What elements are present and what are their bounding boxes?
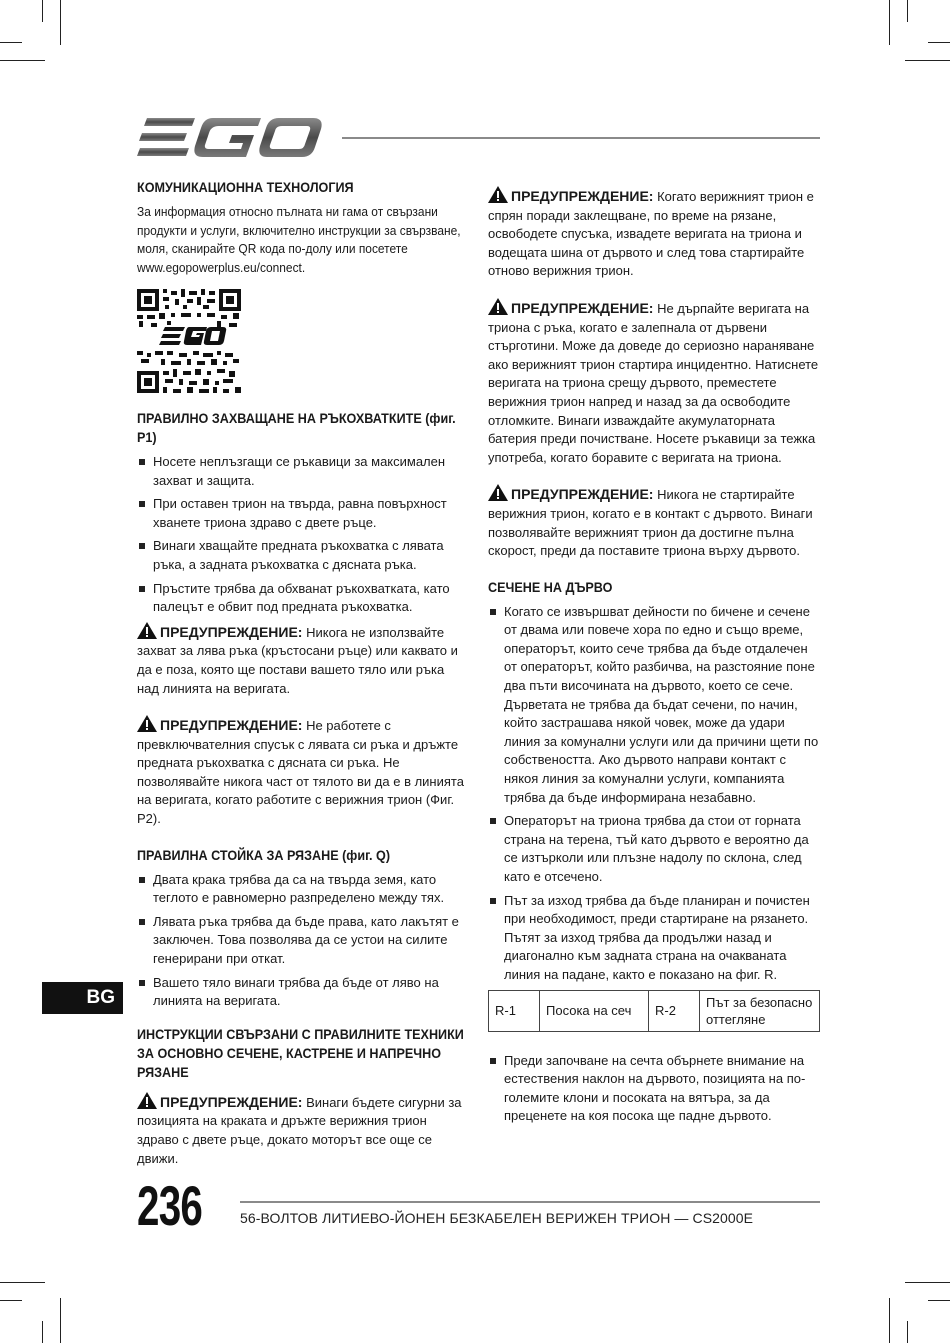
list-item: Преди започване на сечта обърнете внимание на естествения наклон на дървото, позицията на по-големите клони и посоката на вятъра, за да преценете на коя посока ще падне дървото. bbox=[488, 1052, 822, 1126]
table-cell: Път за безопасно оттегляне bbox=[700, 990, 820, 1031]
table-cell: Посока на сеч bbox=[540, 990, 649, 1031]
list-item: Винаги хващайте предната ръкохватка с лявата ръка, а задната ръкохватка с дясната ръка. bbox=[137, 537, 467, 574]
warning-block bbox=[488, 298, 822, 467]
crop-mark bbox=[0, 60, 45, 61]
warning-text: Винаги бъдете сигурни за позицията на краката и дръжте верижния трион здраво с двете ръце, докато моторът все още се движи. bbox=[137, 1094, 462, 1166]
ego-logo bbox=[137, 116, 322, 160]
crop-mark bbox=[60, 0, 61, 45]
warning-text: Не дърпайте веригата на триона с ръка, когато е залепнала от дървени стърготини. Може да доведе до сериозно нараняване ако верижният трион стартира инцидентно. Натиснете веригата на триона срещу дървото, преместете верижния трион напред и назад за да освободите отломките. Винаги изваждайте акумулаторната батерия преди почистване. Носете ръкавици за тежка употреба, когато боравите с веригата на триона. bbox=[488, 300, 819, 465]
page-number: 236 bbox=[137, 1174, 203, 1237]
list-item: Пръстите трябва да обхванат ръкохватката, като палецът е обвит под предната ръкохватка. bbox=[137, 580, 467, 617]
list-item: При оставен трион на твърда, равна повърхност хванете триона здраво с двете ръце. bbox=[137, 495, 467, 532]
warning-text: Никога не използвайте захват за лява ръка (кръстосани ръце) или каквато и да е поза, която ще постави вашето тяло или ръка над линията на веригата. bbox=[137, 624, 458, 696]
list-item: Лявата ръка трябва да бъде права, като лакътят е заключен. Това позволява да се устои на силите генерирани при откат. bbox=[137, 913, 467, 969]
warning-icon bbox=[488, 186, 508, 203]
crop-mark bbox=[0, 1282, 45, 1283]
table-cell: R-2 bbox=[649, 990, 700, 1031]
table-cell: R-1 bbox=[489, 990, 540, 1031]
crop-mark bbox=[907, 1321, 908, 1343]
warning-title: ПРЕДУПРЕЖДЕНИЕ: bbox=[160, 717, 303, 734]
warning-block bbox=[488, 186, 822, 281]
crop-mark bbox=[905, 60, 950, 61]
grip-list bbox=[137, 453, 467, 617]
bullet-icon bbox=[490, 609, 496, 615]
crop-mark bbox=[928, 42, 950, 43]
crop-mark bbox=[905, 1282, 950, 1283]
qr-code-icon[interactable] bbox=[137, 289, 241, 393]
warning-icon bbox=[488, 484, 508, 501]
warning-block bbox=[137, 1092, 467, 1168]
warning-title: ПРЕДУПРЕЖДЕНИЕ: bbox=[511, 299, 654, 316]
crop-mark bbox=[0, 42, 22, 43]
warning-icon bbox=[137, 715, 157, 732]
warning-block bbox=[137, 622, 467, 698]
crop-mark bbox=[42, 1321, 43, 1343]
felling-list bbox=[488, 603, 822, 985]
communication-heading: КОМУНИКАЦИОННА ТЕХНОЛОГИЯ bbox=[137, 179, 354, 195]
crop-mark bbox=[60, 1298, 61, 1343]
crop-mark bbox=[907, 0, 908, 22]
right-column bbox=[488, 186, 822, 1131]
bullet-icon bbox=[490, 1058, 496, 1064]
bullet-icon bbox=[139, 501, 145, 507]
bullet-icon bbox=[139, 877, 145, 883]
stance-heading: ПРАВИЛНА СТОЙКА ЗА РЯЗАНЕ (фиг. Q) bbox=[137, 846, 391, 863]
footer-title: 56-ВОЛТОВ ЛИТИЕВО-ЙОНЕН БЕЗКАБЕЛЕН ВЕРИЖЕН ТРИОН — CS2000E bbox=[240, 1210, 754, 1226]
crop-mark bbox=[928, 1300, 950, 1301]
bullet-icon bbox=[139, 980, 145, 986]
warning-title: ПРЕДУПРЕЖДЕНИЕ: bbox=[160, 1093, 303, 1110]
warning-title: ПРЕДУПРЕЖДЕНИЕ: bbox=[160, 623, 303, 640]
crop-mark bbox=[42, 0, 43, 22]
header-rule bbox=[342, 137, 820, 139]
bullet-icon bbox=[490, 898, 496, 904]
crop-mark bbox=[889, 0, 890, 45]
crop-mark bbox=[0, 1300, 22, 1301]
bullet-icon bbox=[139, 919, 145, 925]
figure-reference-table bbox=[488, 990, 820, 1032]
list-item: Операторът на триона трябва да стои от горната страна на терена, тъй като дървото е вероятно да се изтърколи или плъзне надолу по склона, след като е отсечено. bbox=[488, 812, 822, 886]
warning-title: ПРЕДУПРЕЖДЕНИЕ: bbox=[511, 486, 654, 503]
bullet-icon bbox=[490, 818, 496, 824]
list-item: Вашето тяло винаги трябва да бъде от ляво на линията на веригата. bbox=[137, 974, 467, 1011]
warning-block bbox=[488, 484, 822, 560]
table-row bbox=[489, 990, 820, 1031]
communication-text: За информация относно пълната ни гама от свързани продукти и услуги, включително инструкции за свързване, моля, сканирайте QR кода по-долу или посетете www.egopowerplus.eu/connect. bbox=[137, 204, 461, 275]
stance-list bbox=[137, 871, 467, 1011]
bullet-icon bbox=[139, 543, 145, 549]
warning-title: ПРЕДУПРЕЖДЕНИЕ: bbox=[511, 188, 654, 204]
warning-icon bbox=[137, 622, 157, 639]
warning-text: Не работете с превключвателния спусък с лявата си ръка и дръжте предната ръкохватка с дясната си ръка. Не позволявайте никога част от тялото ви да е в линията на веригата, когато работите с верижния трион (Фиг. P2). bbox=[137, 718, 464, 827]
bullet-icon bbox=[139, 586, 145, 592]
grip-heading: ПРАВИЛНО ЗАХВАЩАНЕ НА РЪКОХВАТКИТЕ (фиг. P1) bbox=[137, 409, 456, 445]
left-column bbox=[137, 178, 467, 1168]
bullet-icon bbox=[139, 459, 145, 465]
language-tab: BG bbox=[42, 982, 123, 1014]
warning-text: Когато верижният трион е спрян поради заклещване, по време на рязане, освободете спусъка, извадете веригата на триона и водещата шина от дървото и след това стартирайте отново верижния трион. bbox=[488, 189, 814, 279]
list-item: Двата крака трябва да са на твърда земя, като теглото е равномерно разпределено между тях. bbox=[137, 871, 467, 908]
crop-mark bbox=[889, 1298, 890, 1343]
warning-text: Никога не стартирайте верижния трион, когато е в контакт с дървото. Винаги позволявайте верижният трион да достигне пълна скорост, преди да поставите триона върху дървото. bbox=[488, 487, 813, 559]
instructions-heading: ИНСТРУКЦИИ СВЪРЗАНИ С ПРАВИЛНИТЕ ТЕХНИКИ ЗА ОСНОВНО СЕЧЕНЕ, КАСТРЕНЕ И НАПРЕЧНО РЯЗАНЕ bbox=[137, 1025, 464, 1080]
warning-icon bbox=[488, 298, 508, 315]
felling-heading: СЕЧЕНЕ НА ДЪРВО bbox=[488, 578, 613, 595]
list-item: Когато се извършват дейности по бичене и сечене от двама или повече хора по едно и също време, операторът, които сече трябва да бъде отдалечен от операторът, който разбичва, на разстояние поне два пъти височината на дървото, което се сече. Дърветата не трябва да бъдат сечени, по начин, който застрашава някой човек, може да удари линия за комунални услуги или да причини щети по собствеността. Ако дървото направи контакт с някоя линия за комунални услуги, компанията трябва да бъде информирана незабавно. bbox=[488, 603, 822, 808]
footer-rule bbox=[240, 1201, 820, 1203]
warning-icon bbox=[137, 1092, 157, 1109]
list-item: Носете неплъзгащи се ръкавици за максимален захват и защита. bbox=[137, 453, 467, 490]
warning-block bbox=[137, 715, 467, 829]
list-item: Път за изход трябва да бъде планиран и почистен при необходимост, преди стартиране на рязането. Пътят за изход трябва да продължи назад и диагонално към задната страна на очакваната линия на падане, както е показано на фиг. R. bbox=[488, 892, 822, 985]
final-list bbox=[488, 1052, 822, 1126]
